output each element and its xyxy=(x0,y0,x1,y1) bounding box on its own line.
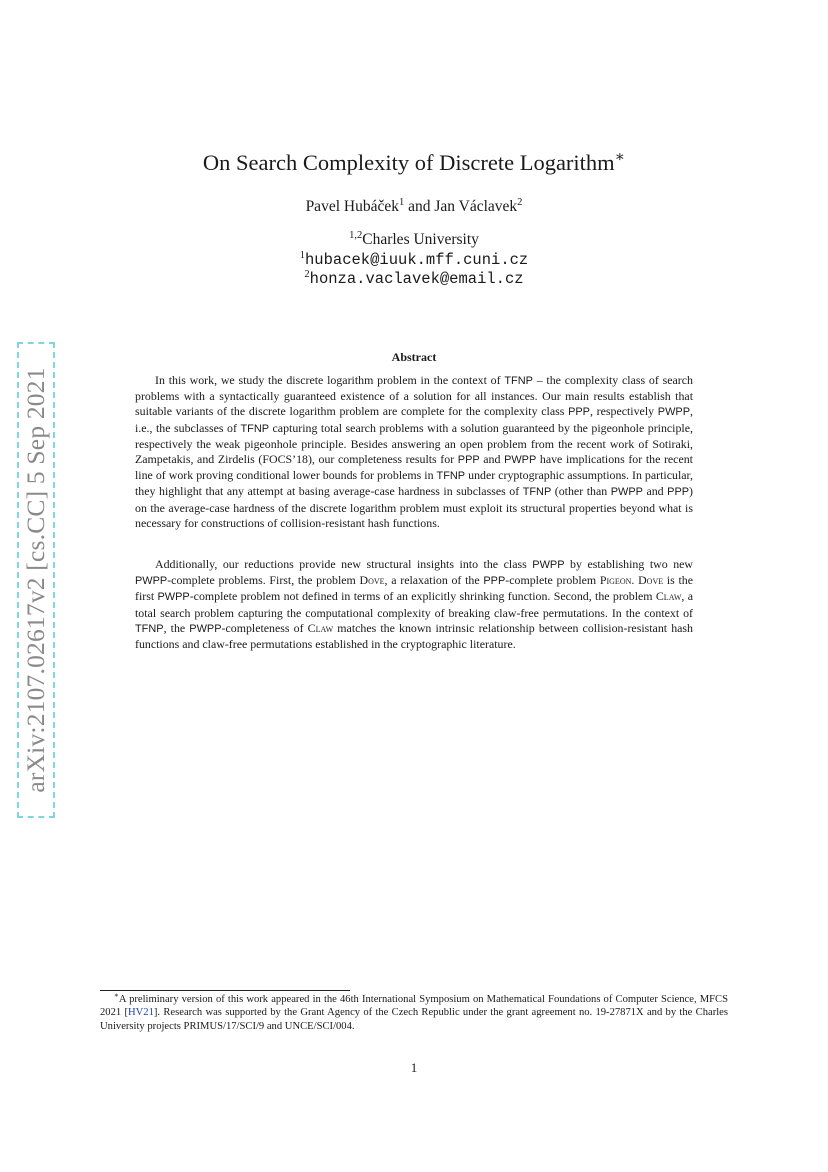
title-footnote-mark: ∗ xyxy=(614,148,626,166)
email-1[interactable]: hubacek@iuuk.mff.cuni.cz xyxy=(305,251,529,269)
email-1-mark: 1 xyxy=(299,249,305,261)
arxiv-identifier-stamp xyxy=(17,342,55,818)
paper-title xyxy=(0,150,828,176)
footnote: ∗A preliminary version of this work appeared in the 46th International Symposium on Mathematical Foundations of Computer Science, MFCS 2021 [HV21]. Research was supported by the Grant Agency of the Czech Republic under the grant agreement no. 19-27871X and by the Charles University projects PRIMUS/17/SCI/9 and UNCE/SCI/004. xyxy=(100,991,728,1032)
affiliation-marks: 1,2 xyxy=(349,229,363,241)
abstract-paragraph-1: In this work, we study the discrete logarithm problem in the context of TFNP – the complexity class of search problems with a syntactically guaranteed existence of a solution for all instances. Our main results establish that suitable variants of the discrete logarithm problem are complete for the complexity class PPP, respectively PWPP, i.e., the subclasses of TFNP capturing total search problems with a solution guaranteed by the pigeonhole principle, respectively the weak pigeonhole principle. Besides answering an open problem from the recent work of Sotiraki, Zampetakis, and Zirdelis (FOCS’18), our completeness results for PPP and PWPP have implications for the recent line of work proving conditional lower bounds for problems in TFNP under cryptographic assumptions. In particular, they highlight that any attempt at basing average-case hardness in subclasses of TFNP (other than PWPP and PPP) on the average-case hardness of the discrete logarithm problem must exploit its structural properties beyond what is necessary for constructions of collision-resistant hash functions. xyxy=(135,373,694,530)
author-1: Pavel Hubáček xyxy=(305,198,399,215)
author-2-mark: 2 xyxy=(517,196,523,208)
author-line xyxy=(0,198,828,216)
abstract-heading: Abstract xyxy=(391,350,437,364)
email-2[interactable]: honza.vaclavek@email.cz xyxy=(309,270,524,288)
abstract-paragraph-2: Additionally, our reductions provide new structural insights into the class PWPP by establishing two new PWPP-complete problems. First, the problem Dove, a relaxation of the PPP-complete problem Pigeon. Dove is the first PWPP-complete problem not defined in terms of an explicitly shrinking function. Second, the problem Claw, a total search problem capturing the computational complexity of breaking claw-free permutations. In the context of TFNP, the PWPP-completeness of Claw matches the known intrinsic relationship between collision-resistant hash functions and claw-free permutations established in the cryptographic literature. xyxy=(135,557,694,652)
author-2: Jan Václavek xyxy=(434,198,518,215)
affiliation-name: Charles University xyxy=(362,231,479,248)
citation-link[interactable]: HV21 xyxy=(128,1007,154,1019)
author-1-mark: 1 xyxy=(398,196,405,208)
affiliation xyxy=(0,231,828,249)
author-conjunction: and xyxy=(404,198,435,215)
email-2-mark: 2 xyxy=(304,268,310,280)
email-line-1 xyxy=(0,251,828,269)
page-number: 1 xyxy=(410,1060,418,1075)
title-text: On Search Complexity of Discrete Logarithm xyxy=(202,150,615,175)
arxiv-identifier: arXiv:2107.02617v2 [cs.CC] 5 Sep 2021 xyxy=(21,367,50,793)
footnote-mark: ∗ xyxy=(114,991,119,1000)
email-line-2 xyxy=(0,270,828,288)
footnote-rule xyxy=(100,990,350,991)
